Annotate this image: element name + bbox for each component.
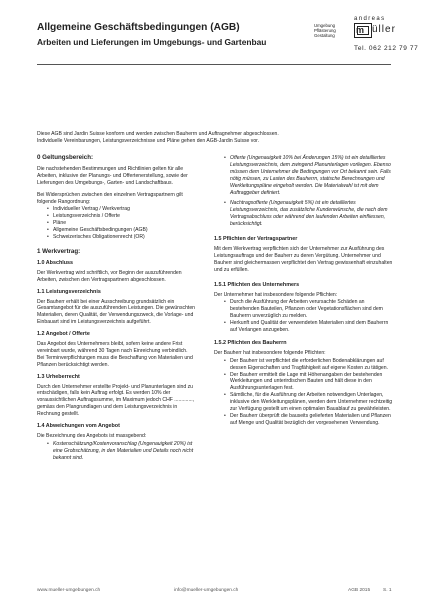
client-duties-list bbox=[224, 358, 394, 427]
footer-page-number: S. 1 bbox=[383, 588, 392, 593]
paragraph: Bei Widersprüchen zwischen den einzelnen Vertragspartnern gilt folgende Rangordnung: bbox=[37, 191, 183, 205]
list-item: • Offerte (Ungenauigkeit 10% bei Änderungen 15%) ist ein detailliertes Leistungsverzeichnis, dem zwingend Planunterlagen vorliegen. Ebenso müssen dem Unternehmer die Bedingungen vor Ort bekannt sein. Falls nötig müssen, zu Lasten des Bauherrn, statische Berechnungen und Werkleitungspläne eingeholt werden. Die Materialwahl ist mit dem Auftraggeber definiert. bbox=[224, 155, 394, 196]
list-item: • Nachtragsofferte (Ungenauigkeit 5%) ist ein detailliertes Leistungsverzeichnis, das zusätzliche Kundenwünsche, die nach dem Vertragsabschluss oder während den laufenden Arbeiten einfliessen, berücksichtigt. bbox=[224, 200, 394, 228]
company-logo bbox=[306, 16, 419, 62]
intro-text bbox=[37, 131, 397, 145]
footer-email[interactable]: info@mueller-umgebungen.ch bbox=[174, 588, 239, 593]
paragraph: Der Unternehmer hat insbesondere folgende Pflichten: bbox=[214, 291, 338, 298]
logo-andreas-text: andreas bbox=[354, 16, 386, 22]
list-item: • Kostenschätzung/Kostenvoranschlag (Ungenauigkeit 20%) ist eine Grobschätzung, in den Materialien und Details noch nicht bekannt sind. bbox=[47, 441, 197, 462]
logo-line-2: Pflästerung bbox=[314, 28, 336, 33]
list-item: • Pläne bbox=[47, 220, 197, 227]
subsection-heading: 1.4 Abweichungen vom Angebot bbox=[37, 423, 120, 430]
ranking-list bbox=[47, 206, 197, 241]
left-column bbox=[37, 155, 197, 467]
list-item: • Der Bauherr ist verpflichtet die erforderlichen Bodenabklärungen auf dessen Eigenschaften und Tragfähigkeit auf eigene Kosten zu tätigen. bbox=[224, 358, 394, 372]
document-title: Allgemeine Geschäftsbedingungen (AGB) bbox=[37, 22, 240, 33]
list-item: • Leistungsverzeichnis / Offerte bbox=[47, 213, 197, 220]
list-item: • Schweizerisches Obligationenrecht (OR) bbox=[47, 234, 197, 241]
section-heading: 1 Werkvertrag: bbox=[37, 247, 81, 255]
list-item: • Der Bauherr überprüft die bauseits gelieferten Materialien und Pflanzen auf Menge und Qualität bezüglich der vorgesehenen Verwendung. bbox=[224, 413, 394, 427]
contractor-duties-list bbox=[224, 299, 394, 334]
offer-type-list bbox=[47, 441, 197, 462]
footer-website[interactable]: www.mueller-umgebungen.ch bbox=[37, 588, 101, 593]
paragraph: Das Angebot des Unternehmers bleibt, sofern keine andere Frist vereinbart wurde, während 30 Tagen nach Einreichung verbindlich. bbox=[37, 341, 188, 354]
header-divider bbox=[37, 64, 391, 65]
list-item: • Durch die Ausführung der Arbeiten verursachte Schäden an bestehenden Bauteilen, Pflanzen oder Vegetationsflächen sind dem Bauherrn unverzüglich zu melden. bbox=[224, 299, 394, 320]
subsection-heading: 1.0 Abschluss bbox=[37, 259, 74, 266]
paragraph: Bei Terminverpflichtungen muss die Beschaffung von Materialien und Pflanzen berücksichtigt werden. bbox=[37, 354, 193, 368]
paragraph: Durch den Unternehmer erstellte Projekt- und Planunterlagen sind zu entschädigen, falls kein Auftrag erfolgt. Es werden 10% der voraussichtlichen Auftragssumme, im Maximum jedoch CHF ............., gemäss den Plangrundlagen und dem Leistungsverzeichnis in Rechnung gestellt. bbox=[37, 383, 195, 418]
right-column bbox=[214, 155, 394, 432]
list-item: • Allgemeine Geschäftsbedingungen (AGB) bbox=[47, 227, 197, 234]
logo-uller-text: üller bbox=[372, 24, 396, 35]
section-heading: 0 Geltungsbereich: bbox=[37, 154, 94, 161]
subsection-heading: 1.5 Pflichten der Vertragspartner bbox=[214, 236, 298, 243]
paragraph: Der Bauherr hat insbesondere folgende Pflichten: bbox=[214, 349, 326, 356]
subsection-heading: 1.3 Urheberrecht bbox=[37, 373, 80, 380]
list-item: • Der Bauherr ermittelt die Lage mit Höhenangaben der bestehenden Werkleitungen und unterirdischen Bauten und hält diese in den Ausführungsunterlagen fest. bbox=[224, 372, 394, 393]
logo-line-3: Gestaltung bbox=[314, 33, 335, 38]
footer-version: AGB 2015 bbox=[348, 588, 371, 593]
logo-phone: Tel. 062 212 79 77 bbox=[354, 45, 419, 52]
paragraph: Die Bezeichnung des Angebots ist massgebend: bbox=[37, 433, 147, 439]
subsection-heading: 1.2 Angebot / Offerte bbox=[37, 331, 90, 338]
logo-m-text: m bbox=[356, 25, 365, 35]
intro-line-1: Diese AGB sind Jardin Suisse konform und werden zwischen Bauherrn und Auftragnehmer abgeschlossen. bbox=[37, 131, 279, 137]
logo-line-1: Umgebung bbox=[314, 23, 336, 28]
paragraph: Der Bauherr erhält bei einer Ausschreibung grundsätzlich ein Gesamtangebot für die auszuführenden Leistungen. Die gewünschten Materialien, deren Qualität, der Verwendungszweck, die Vorlage- und Einbauart sind im Leistungsverzeichnis aufgeführt. bbox=[37, 298, 196, 326]
paragraph: Mit dem Werkvertrag verpflichten sich der Unternehmer zur Ausführung des Leistungsauftrags und der Bauherr zu deren Vergütung. Unternehmer und Bauherr sind gleichermassen verpflichtet den Vertrag gewissenhaft einzuhalten und zu erfüllen. bbox=[214, 245, 393, 273]
paragraph: Der Werkvertrag wird schriftlich, vor Beginn der auszuführenden Arbeiten, zwischen den Vertragspartnern abgeschlossen. bbox=[37, 269, 182, 283]
paragraph: Die nachstehenden Bestimmungen und Richtlinien gelten für alle Arbeiten, inklusive der Planungs- und Offertenerstellung, sowie der Lieferungen des Umgebungs-, Garten- und Landschaftbaus. bbox=[37, 165, 188, 186]
subsection-heading: 1.1 Leistungsverzeichnis bbox=[37, 288, 101, 295]
list-item: • Herkunft und Qualität der verwendeten Materialien sind dem Bauherrn auf Verlangen anzugeben. bbox=[224, 320, 394, 334]
subsection-heading: 1.5.2 Pflichten des Bauherrn bbox=[214, 339, 287, 346]
intro-line-2: Individuelle Vereinbarungen, Leistungsverzeichnisse und Pläne gehen den AGB-Jardin Suisse vor. bbox=[37, 138, 260, 144]
list-item: • Individueller Vertrag / Werkvertrag bbox=[47, 206, 197, 213]
offer-type-list-continued bbox=[224, 155, 394, 228]
document-subtitle: Arbeiten und Lieferungen im Umgebungs- und Gartenbau bbox=[37, 37, 267, 47]
list-item: • Sämtliche, für die Ausführung der Arbeiten notwendigen Unterlagen, inklusive den Werkleitungsplänen, werden dem Unternehmer rechtzeitig zur Verfügung gestellt um einen optimalen Bauablauf zu gewährleisten. bbox=[224, 392, 394, 413]
subsection-heading: 1.5.1 Pflichten des Unternehmers bbox=[214, 281, 300, 288]
